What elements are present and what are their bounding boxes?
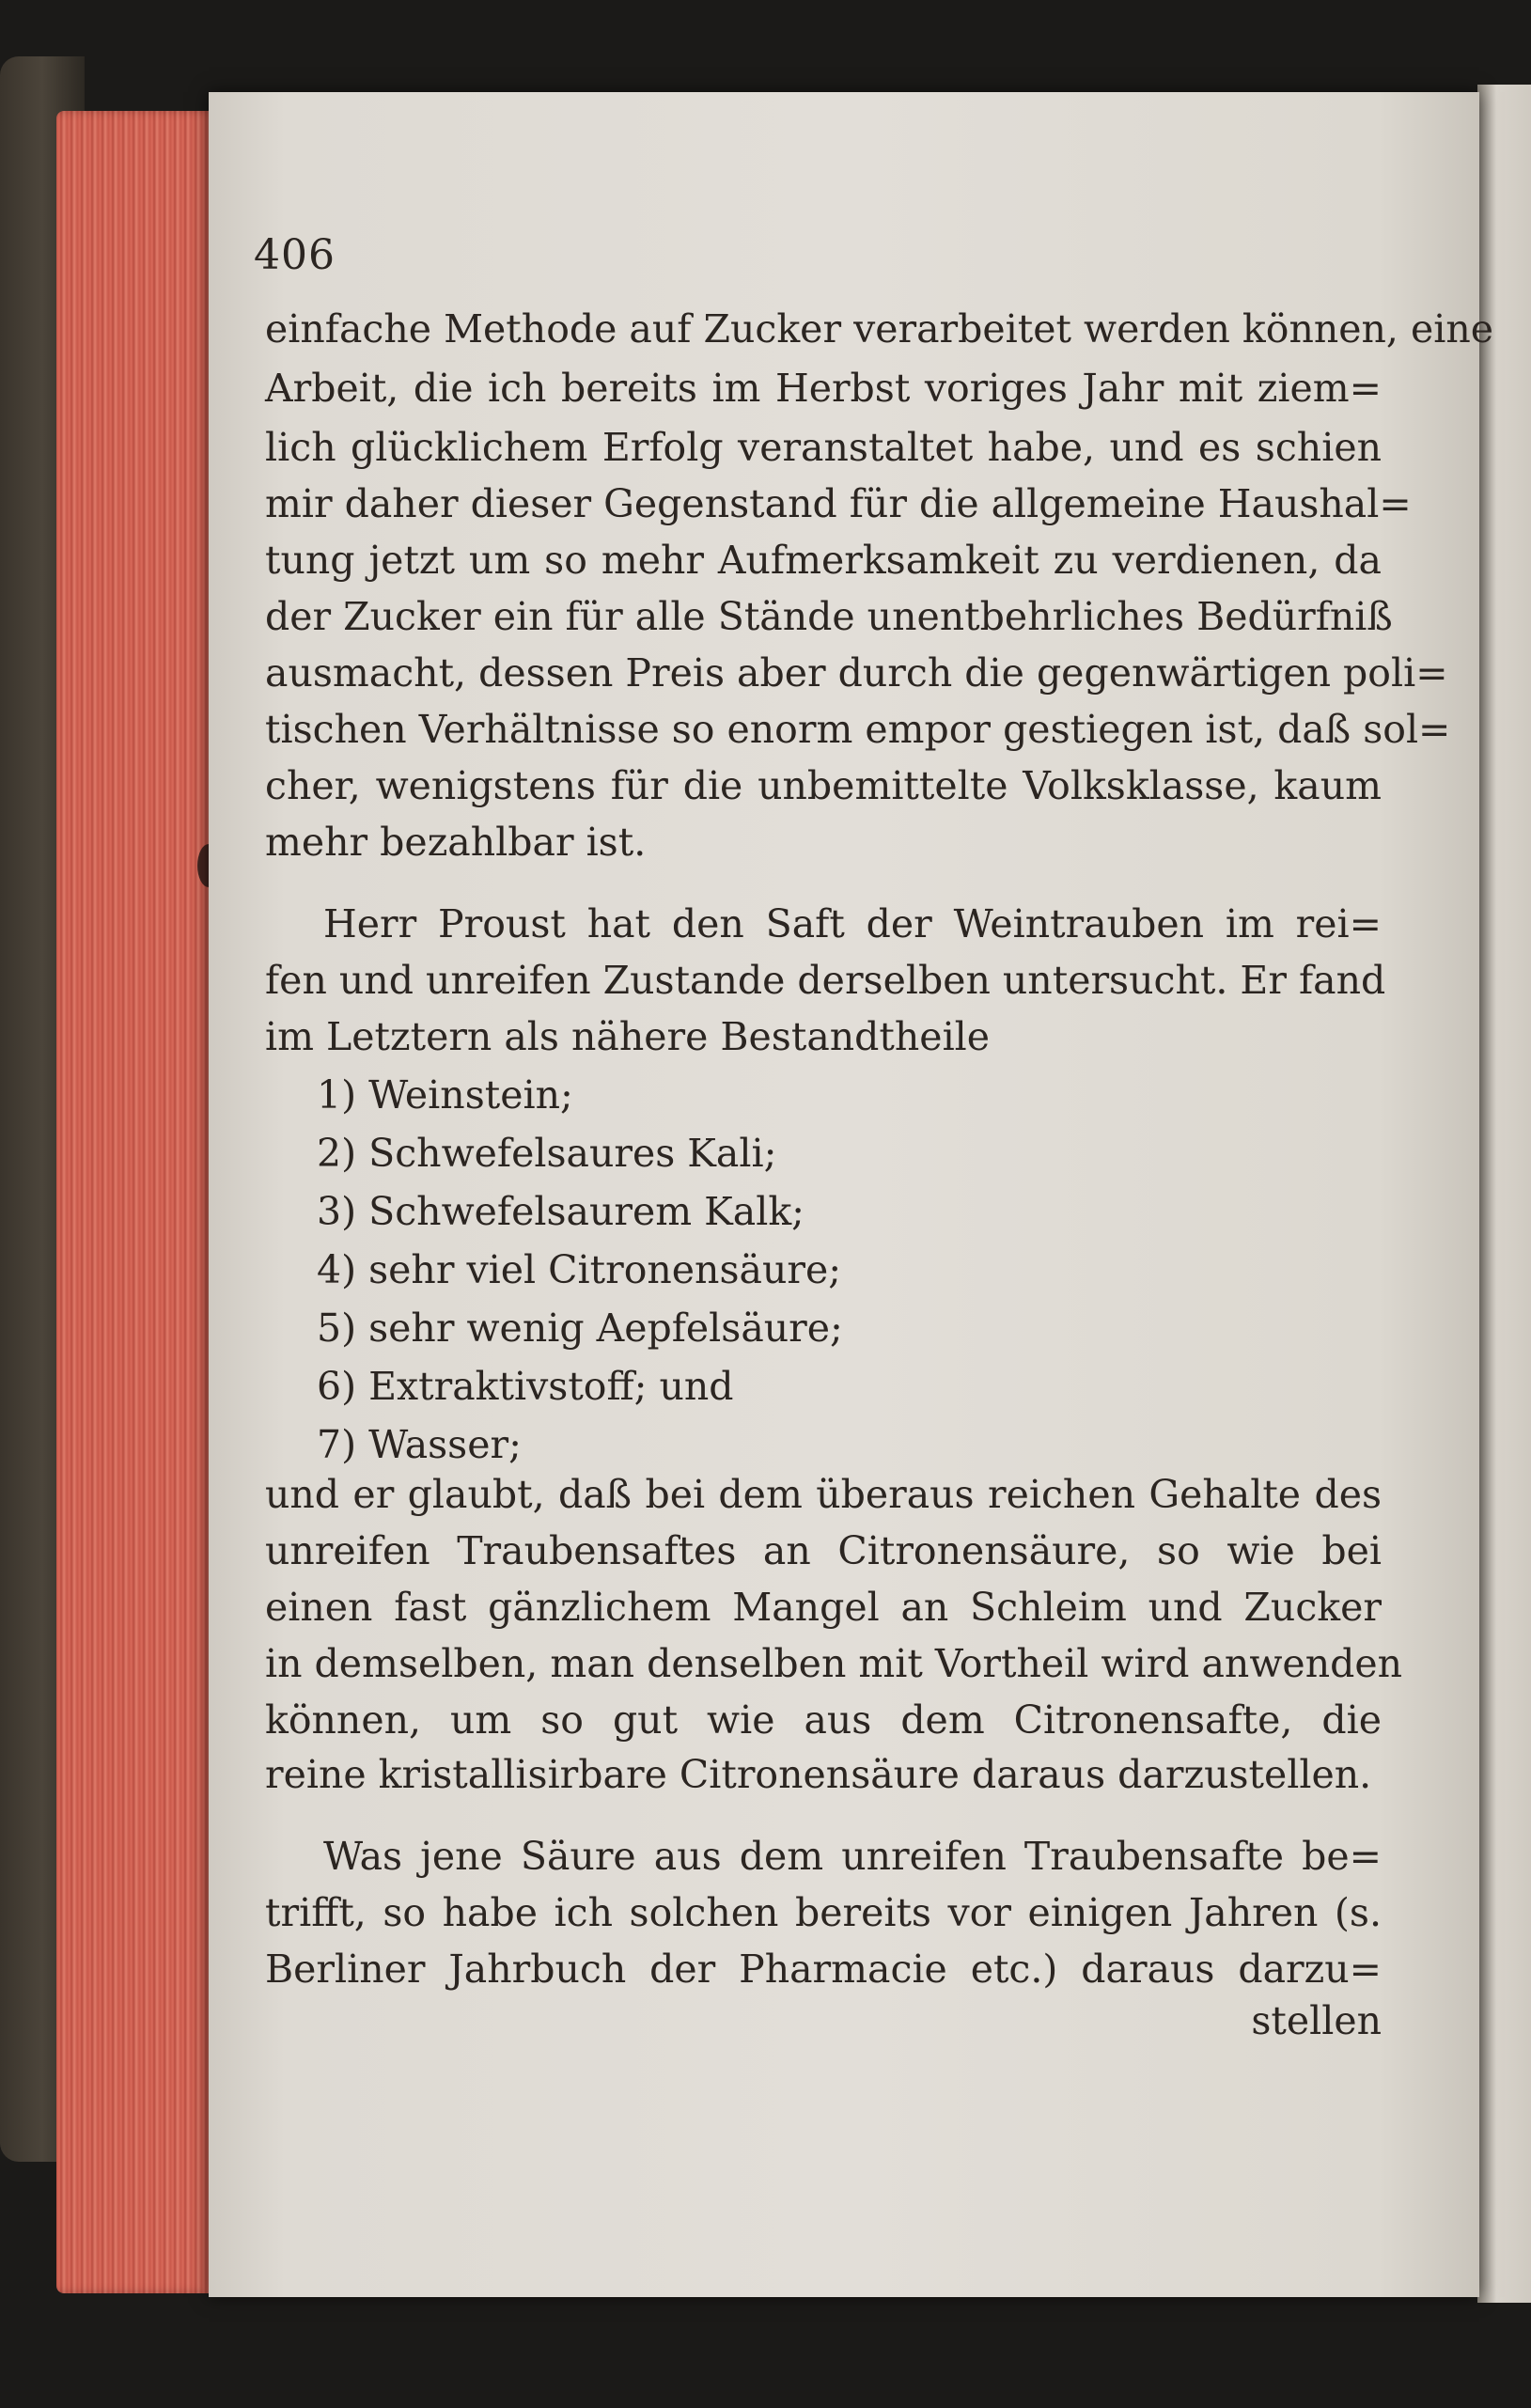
text-line: trifft, so habe ich solchen bereits vor einigen Jahren (s. bbox=[265, 1890, 1382, 1935]
list-item: 7) Wasser; bbox=[317, 1422, 522, 1467]
text-line: Herr Proust hat den Saft der Weintrauben im rei= bbox=[323, 901, 1382, 946]
text-line: in demselben, man denselben mit Vortheil wird anwenden bbox=[265, 1641, 1403, 1686]
text-line: mir daher dieser Gegenstand für die allgemeine Haushal= bbox=[265, 481, 1412, 526]
list-item: 1) Weinstein; bbox=[317, 1072, 573, 1118]
catchword: stellen bbox=[1251, 1998, 1382, 2043]
text-line: im Letztern als nähere Bestandtheile bbox=[265, 1014, 991, 1059]
text-line: und er glaubt, daß bei dem überaus reichen Gehalte des bbox=[265, 1472, 1382, 1517]
text-line: der Zucker ein für alle Stände unentbehrliches Bedürfniß bbox=[265, 594, 1393, 639]
text-line: unreifen Traubensaftes an Citronensäure, so wie bei bbox=[265, 1528, 1382, 1573]
text-line: reine kristallisirbare Citronensäure daraus darzustellen. bbox=[265, 1752, 1372, 1797]
text-line: Was jene Säure aus dem unreifen Traubensafte be= bbox=[323, 1834, 1382, 1879]
text-line: Berliner Jahrbuch der Pharmacie etc.) daraus darzu= bbox=[265, 1947, 1382, 1992]
text-line: können, um so gut wie aus dem Citronensafte, die bbox=[265, 1697, 1382, 1743]
text-line: lich glücklichem Erfolg veranstaltet habe, und es schien bbox=[265, 425, 1382, 470]
text-line: Arbeit, die ich bereits im Herbst voriges Jahr mit ziem= bbox=[265, 366, 1382, 411]
text-line: tischen Verhältnisse so enorm empor gestiegen ist, daß sol= bbox=[265, 707, 1451, 752]
page-number: 406 bbox=[254, 231, 336, 279]
text-line: mehr bezahlbar ist. bbox=[265, 820, 647, 865]
list-item: 5) sehr wenig Aepfelsäure; bbox=[317, 1306, 843, 1351]
text-line: einfache Methode auf Zucker verarbeitet werden können, eine bbox=[265, 306, 1494, 352]
text-line: cher, wenigstens für die unbemittelte Volksklasse, kaum bbox=[265, 763, 1382, 808]
list-item: 4) sehr viel Citronensäure; bbox=[317, 1247, 842, 1292]
list-item: 3) Schwefelsaurem Kalk; bbox=[317, 1189, 805, 1234]
text-line: einen fast gänzlichem Mangel an Schleim und Zucker bbox=[265, 1585, 1382, 1630]
text-line: ausmacht, dessen Preis aber durch die gegenwärtigen poli= bbox=[265, 650, 1448, 696]
text-line: fen und unreifen Zustande derselben untersucht. Er fand bbox=[265, 958, 1386, 1003]
list-item: 6) Extraktivstoff; und bbox=[317, 1364, 734, 1409]
text-line: tung jetzt um so mehr Aufmerksamkeit zu verdienen, da bbox=[265, 538, 1382, 583]
list-item: 2) Schwefelsaures Kali; bbox=[317, 1131, 777, 1176]
